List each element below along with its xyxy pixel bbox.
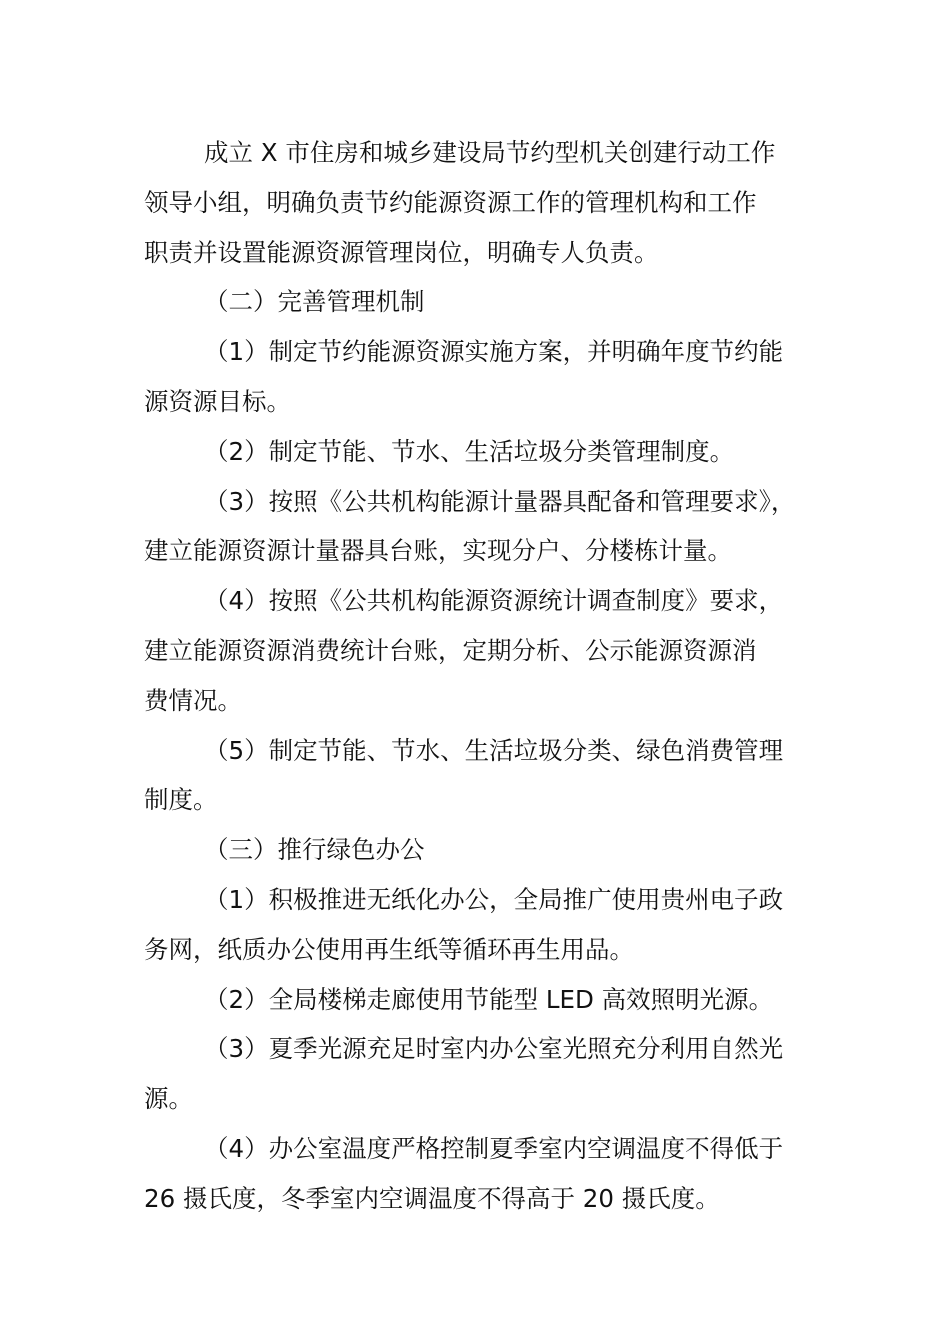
list-item-mechanism-3 bbox=[144, 477, 824, 577]
document-body bbox=[144, 128, 824, 1224]
list-item-office-3 bbox=[144, 1024, 824, 1124]
list-item-office-1 bbox=[144, 875, 824, 975]
list-item-office-2 bbox=[144, 975, 824, 1025]
section-heading: （三）推行绿色办公 bbox=[204, 835, 425, 865]
list-item-mechanism-4 bbox=[144, 576, 824, 725]
list-item-office-4 bbox=[144, 1124, 824, 1224]
text-line: 费情况。 bbox=[144, 685, 242, 715]
text-line: （5）制定节能、节水、生活垃圾分类、绿色消费管理 bbox=[204, 735, 784, 765]
list-item-mechanism-1 bbox=[144, 327, 824, 427]
text-line: 26 摄氏度，冬季室内空调温度不得高于 20 摄氏度。 bbox=[144, 1183, 720, 1213]
text-line: 务网，纸质办公使用再生纸等循环再生用品。 bbox=[144, 934, 634, 964]
section-heading-management-mechanism bbox=[144, 277, 824, 327]
section-heading-green-office bbox=[144, 825, 824, 875]
text-line: 职责并设置能源资源管理岗位，明确专人负责。 bbox=[144, 237, 659, 267]
text-line: 建立能源资源消费统计台账，定期分析、公示能源资源消 bbox=[144, 635, 757, 665]
text-line: （4）办公室温度严格控制夏季室内空调温度不得低于 bbox=[204, 1133, 784, 1163]
text-line: （2）制定节能、节水、生活垃圾分类管理制度。 bbox=[204, 436, 735, 466]
list-item-mechanism-5 bbox=[144, 726, 824, 826]
text-line: （3）夏季光源充足时室内办公室光照充分利用自然光 bbox=[204, 1034, 784, 1064]
text-line: 领导小组，明确负责节约能源资源工作的管理机构和工作 bbox=[144, 187, 757, 217]
section-heading: （二）完善管理机制 bbox=[204, 287, 425, 317]
text-line: 源。 bbox=[144, 1084, 193, 1114]
text-line: 成立 X 市住房和城乡建设局节约型机关创建行动工作 bbox=[204, 138, 776, 167]
text-line: （1）积极推进无纸化办公，全局推广使用贵州电子政 bbox=[204, 884, 784, 914]
text-line: （2）全局楼梯走廊使用节能型 LED 高效照明光源。 bbox=[204, 984, 774, 1014]
paragraph-leading-group bbox=[144, 128, 824, 277]
text-line: （4）按照《公共机构能源资源统计调查制度》要求， bbox=[204, 586, 784, 616]
text-line: （3）按照《公共机构能源计量器具配备和管理要求》， bbox=[204, 486, 796, 516]
list-item-mechanism-2 bbox=[144, 427, 824, 477]
text-line: （1）制定节约能源资源实施方案，并明确年度节约能 bbox=[204, 337, 784, 367]
text-line: 制度。 bbox=[144, 785, 218, 815]
text-line: 建立能源资源计量器具台账，实现分户、分楼栋计量。 bbox=[144, 536, 732, 566]
text-line: 源资源目标。 bbox=[144, 386, 291, 416]
